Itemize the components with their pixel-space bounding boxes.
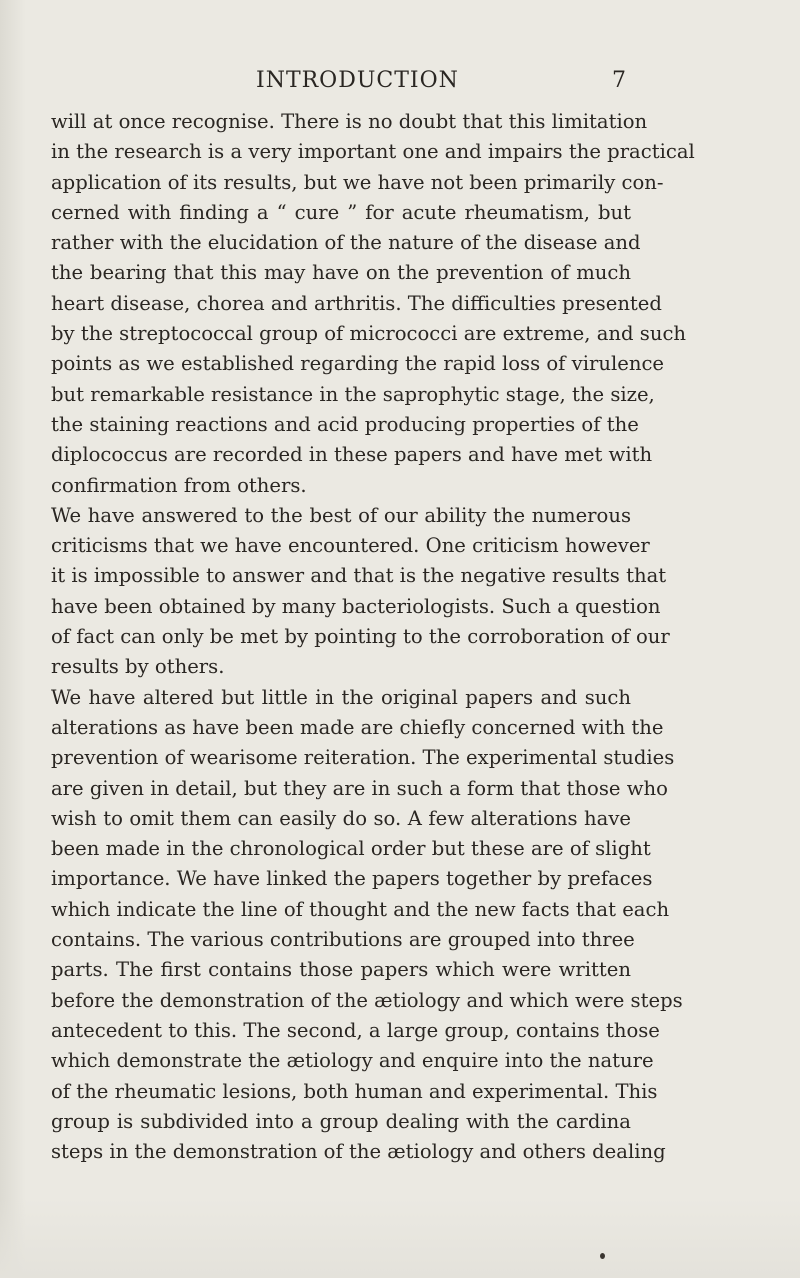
text-line: been made in the chronological order but these are of slight	[51, 837, 651, 861]
text-line: heart disease, chorea and arthritis. The difficulties presented	[51, 291, 662, 315]
body-text	[51, 107, 695, 1167]
text-line: diplococcus are recorded in these papers and have met with	[51, 443, 653, 467]
text-line: cerned with finding a “ cure ” for acute rheumatism, but	[51, 200, 631, 224]
text-line: in the research is a very important one and impairs the practical	[51, 140, 695, 164]
page-number: 7	[612, 68, 627, 93]
text-line: group is subdivided into a group dealing with the cardina	[51, 1109, 631, 1133]
text-line: parts. The first contains those papers which were written	[51, 958, 631, 982]
text-line: importance. We have linked the papers together by prefaces	[51, 867, 653, 891]
text-line: rather with the elucidation of the nature of the disease and	[51, 231, 641, 255]
text-line: steps in the demonstration of the ætiology and others dealing	[51, 1140, 666, 1164]
text-line: it is impossible to answer and that is the negative results that	[51, 564, 667, 588]
paragraph-end-line: results by others.	[51, 655, 225, 679]
text-line: prevention of wearisome reiteration. The experimental studies	[51, 746, 675, 770]
ink-speck	[600, 1253, 605, 1259]
text-line: which indicate the line of thought and the new facts that each	[51, 897, 670, 921]
text-line: the bearing that this may have on the prevention of much	[51, 261, 631, 285]
text-line: of the rheumatic lesions, both human and experimental. This	[51, 1079, 658, 1103]
text-line: criticisms that we have encountered. One criticism however	[51, 534, 650, 558]
page-edge-shadow	[0, 0, 26, 1278]
text-line: wish to omit them can easily do so. A few alterations have	[51, 806, 631, 830]
text-line: before the demonstration of the ætiology and which were steps	[51, 988, 683, 1012]
text-line: application of its results, but we have not been primarily con-	[51, 170, 664, 194]
text-line: by the streptococcal group of micrococci are extreme, and such	[51, 322, 687, 346]
text-line: are given in detail, but they are in such a form that those who	[51, 776, 668, 800]
running-title: INTRODUCTION	[256, 68, 459, 93]
text-line: contains. The various contributions are grouped into three	[51, 928, 635, 952]
text-line: which demonstrate the ætiology and enquire into the nature	[51, 1049, 654, 1073]
text-line: will at once recognise. There is no doubt that this limitation	[51, 110, 648, 133]
page-bottom-shade	[0, 1198, 800, 1278]
paragraph-end-line: confirmation from others.	[51, 473, 307, 497]
paragraph-start-line: We have answered to the best of our ability the numerous	[51, 503, 631, 527]
text-line: antecedent to this. The second, a large group, contains those	[51, 1018, 660, 1042]
text-line: of fact can only be met by pointing to the corroboration of our	[51, 625, 670, 649]
text-line: alterations as have been made are chiefly concerned with the	[51, 715, 664, 739]
text-line: but remarkable resistance in the saprophytic stage, the size,	[51, 382, 655, 406]
running-head	[0, 68, 800, 102]
text-line: points as we established regarding the rapid loss of virulence	[51, 352, 665, 376]
text-line: have been obtained by many bacteriologists. Such a question	[51, 594, 661, 618]
paragraph-start-line: We have altered but little in the original papers and such	[51, 685, 631, 709]
text-line: the staining reactions and acid producing properties of the	[51, 412, 639, 436]
